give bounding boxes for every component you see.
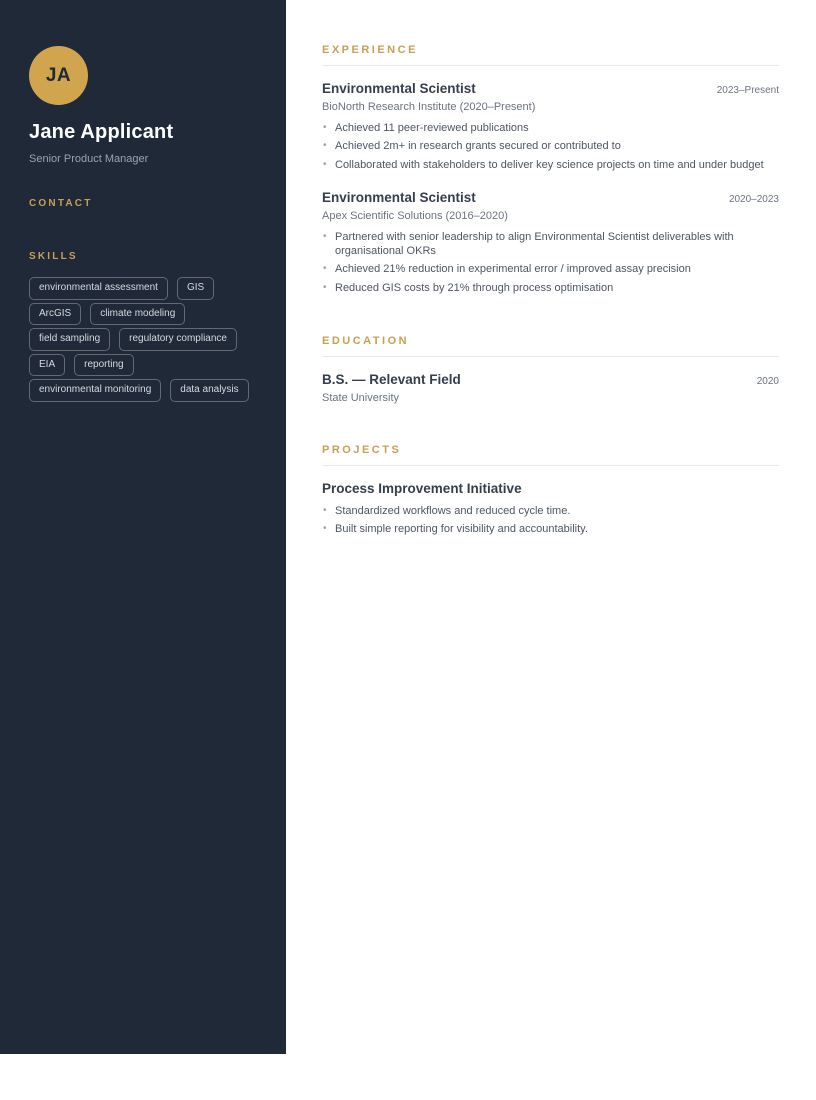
skill-tag: GIS [177,277,214,300]
project-title: Process Improvement Initiative [322,481,522,497]
entry-header [322,81,779,96]
bullet-item: • Partnered with senior leadership to align Environmental Scientist deliverables with organisational OKRs [322,230,779,259]
skill-tag: field sampling [29,328,110,351]
skill-tag: regulatory compliance [119,328,237,351]
job-company: BioNorth Research Institute (2020–Present) [322,101,536,113]
skills-tag-list [29,277,256,402]
job-title: Environmental Scientist [322,189,476,205]
job-date: 2023–Present [716,85,779,96]
entry-header [322,190,779,205]
sidebar [0,0,286,1054]
skills-heading: SKILLS [29,251,78,262]
job-bullets [322,121,779,172]
bullet-item: • Reduced GIS costs by 21% through process optimisation [322,281,779,295]
job-company: Apex Scientific Solutions (2016–2020) [322,209,508,222]
skill-tag: environmental assessment [29,277,168,300]
education-heading: EDUCATION [322,335,779,357]
avatar [29,46,88,105]
bullet-item: • Achieved 21% reduction in experimental error / improved assay precision [322,262,779,276]
education-section [322,335,779,404]
skill-tag: data analysis [170,379,248,402]
degree-title: B.S. — Relevant Field [322,372,461,388]
experience-entry [322,81,779,172]
projects-heading: PROJECTS [322,444,779,466]
main-content [286,0,816,1100]
skill-tag: environmental monitoring [29,379,161,402]
entry-header [322,481,779,496]
bullet-item: • Collaborated with stakeholders to deliver key science projects on time and under budget [322,158,779,172]
skill-tag: ArcGIS [29,303,81,326]
school-name: State University [322,392,400,405]
experience-section [322,44,779,295]
person-name: Jane Applicant [29,121,174,143]
job-title: Environmental Scientist [322,81,476,96]
contact-heading: CONTACT [29,198,93,209]
job-date: 2020–2023 [728,193,779,205]
skill-tag: reporting [74,354,133,377]
skill-tag: climate modeling [90,303,185,326]
avatar-initials: JA [45,64,72,86]
experience-entry [322,190,779,295]
job-bullets [322,230,779,295]
entry-header [322,372,779,387]
bullet-item: • Achieved 2m+ in research grants secured or contributed to [322,139,779,153]
project-bullets [322,504,779,537]
degree-date: 2020 [756,376,779,388]
projects-section [322,444,779,537]
education-entry [322,372,779,404]
bullet-item: • Standardized workflows and reduced cycle time. [322,504,779,518]
bullet-item: • Achieved 11 peer-reviewed publications [322,121,779,135]
experience-heading: EXPERIENCE [322,44,779,66]
project-entry [322,481,779,537]
person-title: Senior Product Manager [29,153,149,165]
skill-tag: EIA [29,354,65,377]
bullet-item: • Built simple reporting for visibility and accountability. [322,522,779,536]
